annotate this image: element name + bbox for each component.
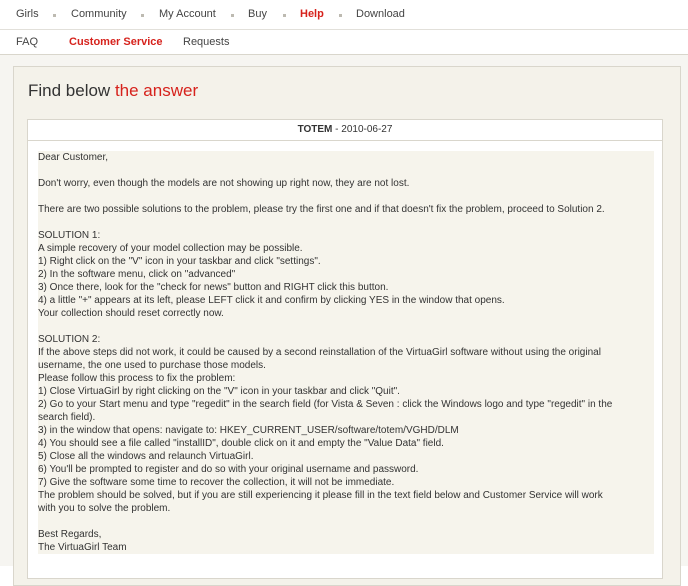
answer-line: If the above steps did not work, it could be caused by a second reinstallation of the VirtuaGirl software without using the original [38, 347, 601, 358]
nav-girls[interactable]: Girls [16, 8, 39, 20]
subnav-requests[interactable]: Requests [183, 36, 230, 48]
answer-line: 1) Right click on the "V" icon in your taskbar and click "settings". [38, 256, 321, 267]
sub-navigation [0, 30, 688, 55]
nav-help[interactable]: Help [300, 8, 324, 20]
nav-separator [339, 14, 342, 17]
answer-line: username, the one used to purchase those models. [38, 360, 266, 371]
nav-download[interactable]: Download [356, 8, 405, 20]
answer-line: 5) Close all the windows and relaunch VirtuaGirl. [38, 451, 254, 462]
top-navigation [0, 0, 688, 30]
page-title-prefix: Find below [28, 81, 111, 100]
answer-line: 1) Close VirtuaGirl by right clicking on the "V" icon in your taskbar and click "Quit". [38, 386, 400, 397]
answer-body [38, 151, 654, 554]
paragraph-gap [38, 190, 654, 203]
nav-community[interactable]: Community [71, 8, 127, 20]
answer-line: A simple recovery of your model collection may be possible. [38, 243, 303, 254]
answer-line: Your collection should reset correctly now. [38, 308, 224, 319]
answer-line: 4) You should see a file called "installID", double click on it and empty the "Value Data" field. [38, 438, 444, 449]
page-title-highlight: the answer [114, 81, 199, 100]
answer-date: 2010-06-27 [341, 124, 393, 135]
paragraph-gap [38, 320, 654, 333]
paragraph-gap [38, 216, 654, 229]
page-title [28, 81, 198, 101]
answer-line: 3) Once there, look for the "check for news" button and RIGHT click this button. [38, 282, 389, 293]
answer-date-separator: - [332, 124, 342, 135]
nav-separator [231, 14, 234, 17]
nav-separator [53, 14, 56, 17]
answer-line: SOLUTION 2: [38, 334, 101, 345]
answer-line: 3) in the window that opens: navigate to: HKEY_CURRENT_USER/software/totem/VGHD/DLM [38, 425, 459, 436]
answer-line: The problem should be solved, but if you are still experiencing it please fill in the text field below and Customer Service will work [38, 490, 603, 501]
answer-line: Best Regards, [38, 529, 102, 540]
answer-line: search field). [38, 412, 96, 423]
answer-line: 6) You'll be prompted to register and do so with your original username and password. [38, 464, 419, 475]
answer-author: TOTEM [297, 124, 333, 135]
nav-separator [141, 14, 144, 17]
subnav-faq[interactable]: FAQ [16, 36, 39, 48]
answer-line: 2) Go to your Start menu and type "regedit" in the search field (for Vista & Seven : click the Windows logo and type "regedit" in the [38, 399, 613, 410]
nav-buy[interactable]: Buy [248, 8, 267, 20]
answer-line: 2) In the software menu, click on "advanced" [38, 269, 236, 280]
answer-line: with you to solve the problem. [38, 503, 171, 514]
paragraph-gap [38, 515, 654, 528]
answer-line: SOLUTION 1: [38, 230, 101, 241]
nav-separator [283, 14, 286, 17]
answer-line: The VirtuaGirl Team [38, 542, 127, 553]
paragraph-gap [38, 164, 654, 177]
answer-line: Please follow this process to fix the problem: [38, 373, 236, 384]
answer-box [27, 119, 663, 579]
answer-header [28, 120, 662, 141]
answer-line: Don't worry, even though the models are not showing up right now, they are not lost. [38, 178, 410, 189]
answer-panel [13, 66, 681, 586]
answer-line: Dear Customer, [38, 152, 109, 163]
subnav-customer-service[interactable]: Customer Service [69, 36, 163, 48]
answer-line: 7) Give the software some time to recover the collection, it will not be immediate. [38, 477, 395, 488]
nav-my-account[interactable]: My Account [159, 8, 216, 20]
content-area [0, 55, 688, 566]
answer-line: There are two possible solutions to the problem, please try the first one and if that doesn't fix the problem, proceed to Solution 2. [38, 204, 605, 215]
answer-line: 4) a little "+" appears at its left, please LEFT click it and confirm by clicking YES in the window that opens. [38, 295, 505, 306]
